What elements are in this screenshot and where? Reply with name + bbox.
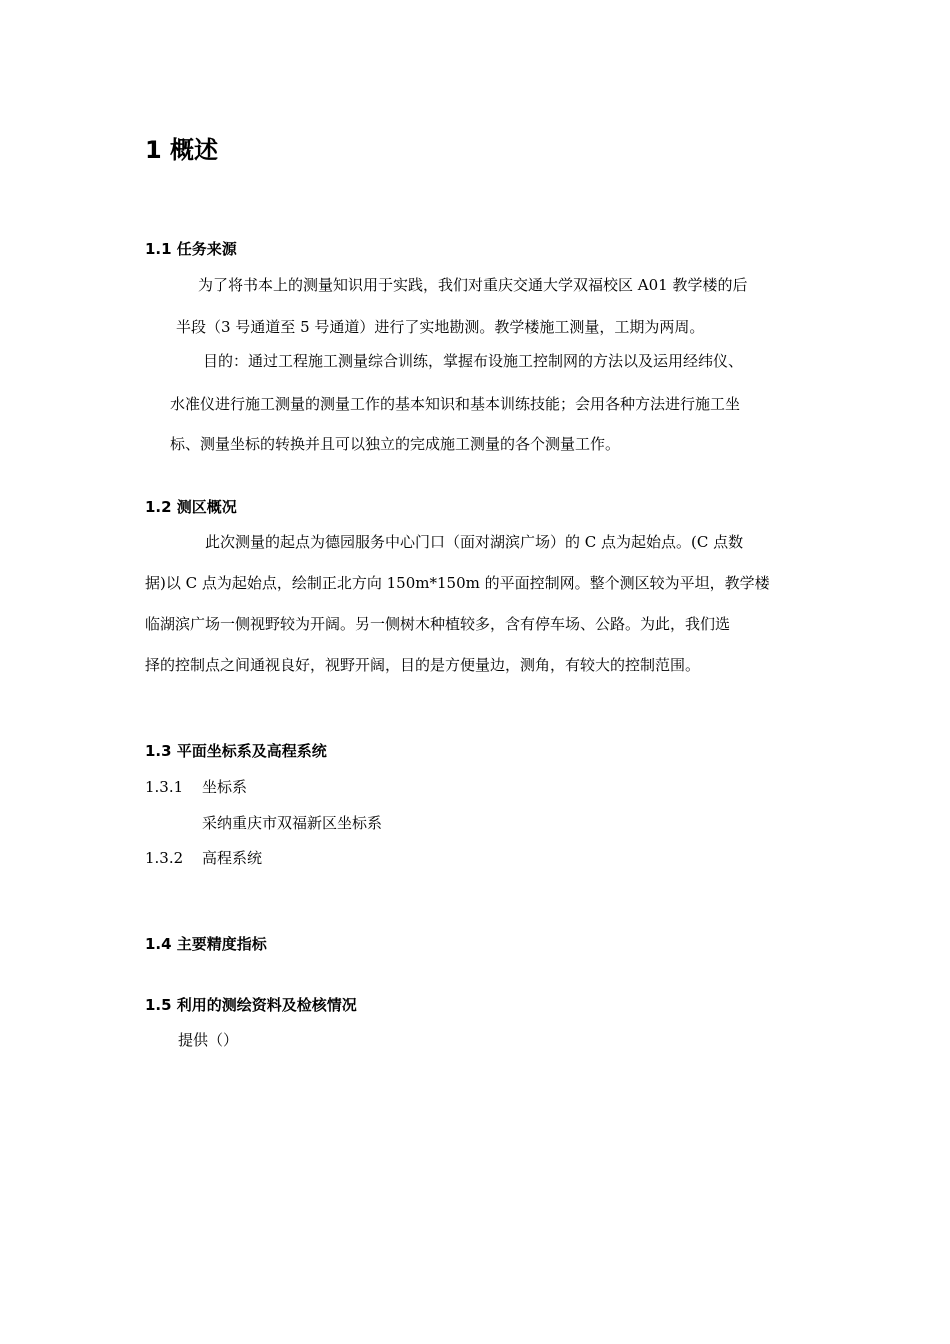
paragraph-line: 半段（3 号通道至 5 号通道）进行了实地勘测。教学楼施工测量，工期为两周。 <box>176 318 705 336</box>
paragraph-line: 水准仪进行施工测量的测量工作的基本知识和基本训练技能；会用各种方法进行施工坐 <box>170 395 741 413</box>
paragraph-line: 此次测量的起点为德园服务中心门口（面对湖滨广场）的 C 点为起始点。(C 点数 <box>205 533 744 551</box>
paragraph-line: 采纳重庆市双福新区坐标系 <box>202 814 383 832</box>
paragraph-line: 为了将书本上的测量知识用于实践，我们对重庆交通大学双福校区 A01 教学楼的后 <box>198 276 748 294</box>
section-heading-1-1: 1.1 任务来源 <box>145 240 237 258</box>
subsection-number: 1.3.1 <box>145 778 184 796</box>
subsection-number: 1.3.2 <box>145 849 184 867</box>
paragraph-line: 标、测量坐标的转换并且可以独立的完成施工测量的各个测量工作。 <box>170 435 621 453</box>
section-heading-1-2: 1.2 测区概况 <box>145 498 237 516</box>
chapter-title: 1 概述 <box>145 136 219 164</box>
section-heading-1-5: 1.5 利用的测绘资料及检核情况 <box>145 996 357 1014</box>
subsection-title: 高程系统 <box>202 849 263 867</box>
paragraph-line: 目的：通过工程施工测量综合训练，掌握布设施工控制网的方法以及运用经纬仪、 <box>203 352 744 370</box>
subsection-title: 坐标系 <box>202 778 248 796</box>
paragraph-line: 提供（） <box>178 1031 239 1049</box>
paragraph-line: 临湖滨广场一侧视野较为开阔。另一侧树木种植较多，含有停车场、公路。为此，我们选 <box>145 615 731 633</box>
paragraph-line: 择的控制点之间通视良好，视野开阔，目的是方便量边，测角，有较大的控制范围。 <box>145 656 701 674</box>
paragraph-line: 据)以 C 点为起始点，绘制正北方向 150m*150m 的平面控制网。整个测区较为平坦，教学楼 <box>145 574 770 592</box>
section-heading-1-3: 1.3 平面坐标系及高程系统 <box>145 742 327 760</box>
section-heading-1-4: 1.4 主要精度指标 <box>145 935 267 953</box>
